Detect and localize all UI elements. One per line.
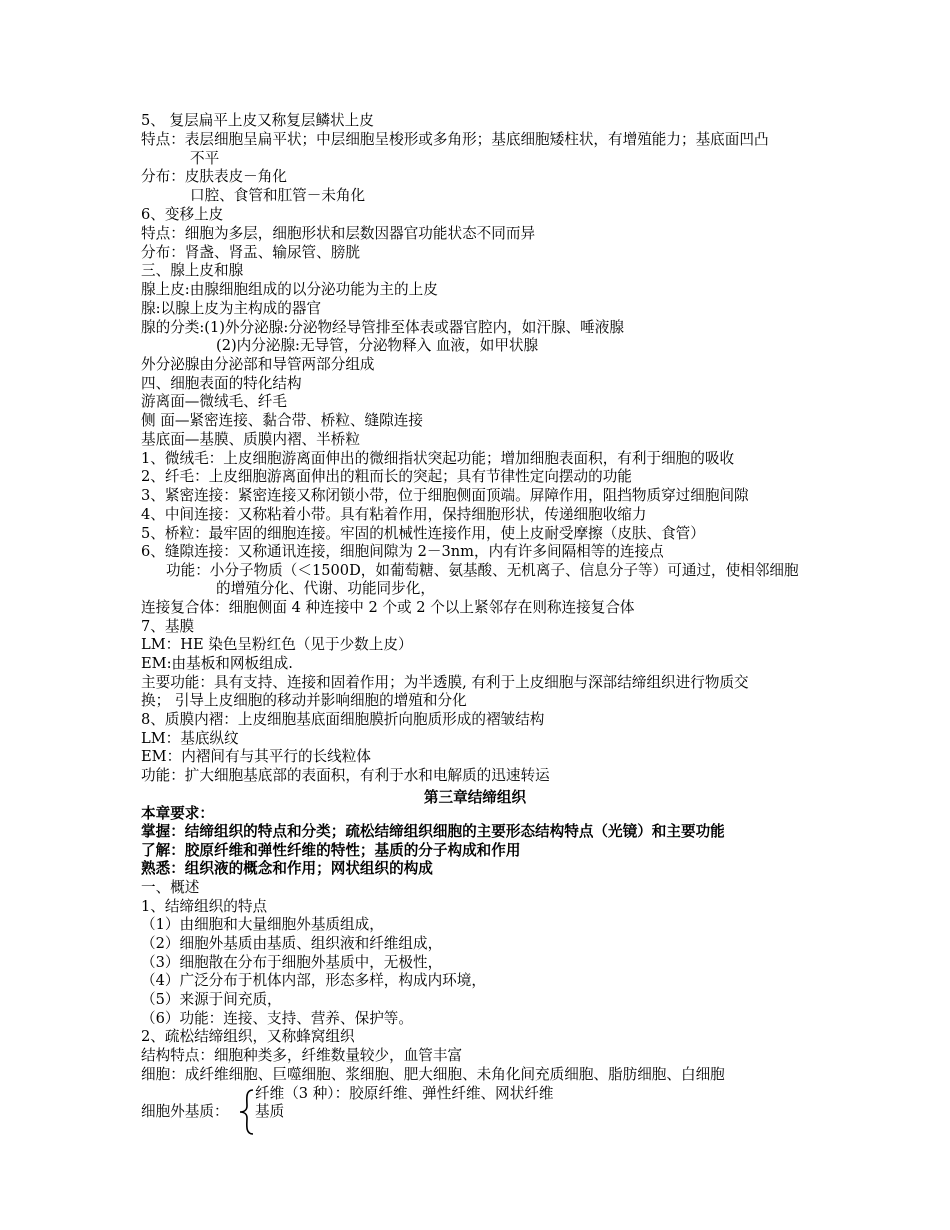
text-line: 6、缝隙连接：又称通讯连接，细胞间隙为 2－3nm，内有许多间隔相等的连接点	[141, 543, 664, 560]
text-line: 4、中间连接：又称粘着小带。具有粘着作用，保持细胞形状，传递细胞收缩力	[141, 506, 647, 523]
text-line: 游离面—微绒毛、纤毛	[141, 393, 287, 410]
text-line: 5、 复层扁平上皮又称复层鳞状上皮	[141, 112, 374, 129]
text-line: 5、桥粒：最牢固的细胞连接。牢固的机械性连接作用，使上皮耐受摩擦（皮肤、食管）	[141, 525, 705, 542]
text-line: (2)内分泌腺:无导管，分泌物释入 血液，如甲状腺	[216, 337, 539, 354]
text-line: 不平	[190, 150, 220, 167]
text-line: EM:由基板和网板组成.	[141, 655, 293, 672]
chapter-title: 第三章结缔组织	[423, 789, 527, 806]
brace-top-line: 纤维（3 种）：胶原纤维、弹性纤维、网状纤维	[255, 1085, 554, 1102]
text-line: 外分泌腺由分泌部和导管两部分组成	[141, 356, 375, 373]
text-line: 8、质膜内褶：上皮细胞基底面细胞膜折向胞质形成的褶皱结构	[141, 711, 545, 728]
text-line: LM：基底纵纹	[141, 730, 239, 747]
text-line: （1）由细胞和大量细胞外基质组成，	[141, 916, 384, 933]
requirement-line: 了解：胶原纤维和弹性纤维的特性；基质的分子构成和作用	[141, 842, 521, 859]
text-line: 换； 引导上皮细胞的移动并影响细胞的增殖和分化	[141, 692, 467, 709]
text-line: 特点：细胞为多层，细胞形状和层数因器官功能状态不同而异	[141, 225, 536, 242]
text-line: 一、概述	[141, 879, 200, 896]
text-line: （4）广泛分布于机体内部，形态多样，构成内环境，	[141, 972, 486, 989]
brace-bottom-line: 基质	[255, 1103, 285, 1120]
text-line: 分布：皮肤表皮－角化	[141, 168, 287, 185]
text-line: 四、细胞表面的特化结构	[141, 375, 302, 392]
text-line: （3）细胞散在分布于细胞外基质中，无极性，	[141, 954, 443, 971]
text-line: 口腔、食管和肛管－未角化	[190, 187, 366, 204]
text-line: 1、结缔组织的特点	[141, 898, 268, 915]
requirement-line: 掌握：结缔组织的特点和分类；疏松结缔组织细胞的主要形态结构特点（光镜）和主要功能	[141, 823, 725, 840]
brace-label: 细胞外基质：	[141, 1103, 229, 1120]
text-line: 7、基膜	[141, 618, 195, 635]
text-line: 三、腺上皮和腺	[141, 262, 244, 279]
text-line: 侧 面—紧密连接、黏合带、桥粒、缝隙连接	[141, 412, 423, 429]
text-line: 细胞：成纤维细胞、巨噬细胞、浆细胞、肥大细胞、未角化间充质细胞、脂肪细胞、白细胞	[141, 1066, 725, 1083]
text-line: 主要功能：具有支持、连接和固着作用；为半透膜, 有利于上皮细胞与深部结缔组织进行物质交	[141, 674, 749, 691]
text-line: （6）功能：连接、支持、营养、保护等。	[141, 1010, 413, 1027]
text-line: 的增殖分化、代谢、功能同步化，	[216, 580, 435, 597]
text-line: 特点：表层细胞呈扁平状；中层细胞呈梭形或多角形；基底细胞矮柱状，有增殖能力；基底面凹凸	[141, 131, 769, 148]
text-line: 腺的分类:(1)外分泌腺:分泌物经导管排至体表或器官腔内，如汗腺、唾液腺	[141, 319, 624, 336]
text-line: 功能：扩大细胞基底部的表面积，有利于水和电解质的迅速转运	[141, 767, 550, 784]
text-line: 分布：肾盏、肾盂、输尿管、膀胱	[141, 244, 360, 261]
text-line: 2、疏松结缔组织，又称蜂窝组织	[141, 1028, 355, 1045]
requirement-line: 熟悉：组织液的概念和作用；网状组织的构成	[141, 860, 433, 877]
text-line: 腺:以腺上皮为主构成的器官	[141, 300, 322, 317]
text-line: 基底面—基膜、质膜内褶、半桥粒	[141, 431, 360, 448]
text-line: LM：HE 染色呈粉红色（见于少数上皮）	[141, 636, 413, 653]
requirements-heading: 本章要求：	[141, 805, 214, 822]
text-line: 功能：小分子物质（＜1500D，如葡萄糖、氨基酸、无机离子、信息分子等）可通过，使相邻细胞	[166, 562, 799, 579]
text-line: （5）来源于间充质，	[141, 991, 282, 1008]
text-line: EM：内褶间有与其平行的长线粒体	[141, 748, 371, 765]
text-line: 结构特点：细胞种类多，纤维数量较少，血管丰富	[141, 1047, 463, 1064]
text-line: 1、微绒毛：上皮细胞游离面伸出的微细指状突起功能；增加细胞表面积，有利于细胞的吸收	[141, 450, 735, 467]
text-line: 连接复合体：细胞侧面 4 种连接中 2 个或 2 个以上紧邻存在则称连接复合体	[141, 599, 635, 616]
text-line: （2）细胞外基质由基质、组织液和纤维组成，	[141, 935, 443, 952]
text-line: 2、纤毛：上皮细胞游离面伸出的粗而长的突起；具有节律性定向摆动的功能	[141, 468, 632, 485]
text-line: 6、变移上皮	[141, 206, 224, 223]
text-line: 3、紧密连接：紧密连接又称闭锁小带，位于细胞侧面顶端。屏障作用，阻挡物质穿过细胞间隙	[141, 487, 749, 504]
text-line: 腺上皮:由腺细胞组成的以分泌功能为主的上皮	[141, 281, 438, 298]
